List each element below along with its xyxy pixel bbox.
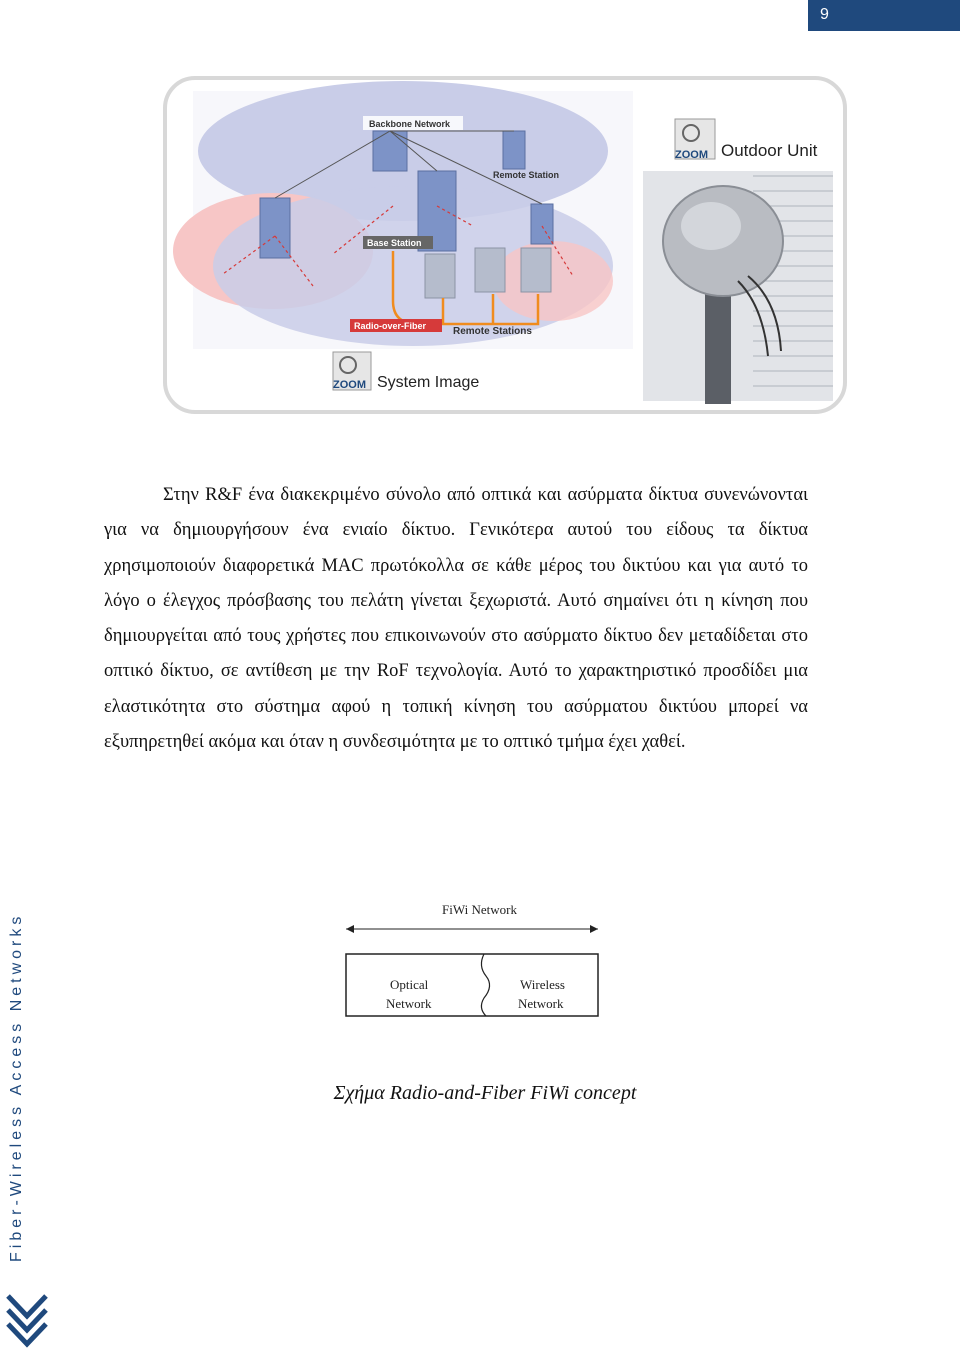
page-number: 9	[820, 6, 829, 23]
wireless-network-line1: Wireless	[520, 977, 565, 992]
chevron-down-icon	[4, 1292, 50, 1352]
rof-system-figure	[163, 76, 847, 414]
wireless-network-line2: Network	[518, 996, 564, 1011]
remote-station-block	[425, 254, 455, 298]
optical-network-line1: Optical	[390, 977, 429, 992]
remote-station-label: Remote Station	[493, 170, 560, 180]
remote-station-block	[475, 248, 505, 292]
remote-stations-label: Remote Stations	[453, 326, 532, 337]
antenna-pole	[705, 286, 731, 404]
figure-caption: Σχήμα Radio-and-Fiber FiWi concept	[333, 1082, 637, 1104]
body-paragraph: Στην R&F ένα διακεκριμένο σύνολο από οπτικά και ασύρματα δίκτυα συνενώνονται για να δημιουργήσουν ένα ενιαίο δίκτυο. Γενικότερα αυτού του είδους τα δίκτυα χρησιμοποιούν διαφορετικά MAC πρωτόκολλα σε κάθε μέρος του δικτύου και για αυτό το λόγο ο έλεγχος πρόσβασης του πελάτη γίνεται ξεχωριστά. Αυτό σημαίνει ότι η κίνηση που δημιουργείται από τους χρήστες που επικοινωνούν στο ασύρματο δίκτυο δεν μεταδίδεται στο οπτικό δίκτυο, σε αντίθεση με την RoF τεχνολογία. Αυτό το χαρακτηριστικό προσδίδει μια ελαστικότητα στο σύστημα αφού η τοπική κίνηση του ασύρματου δικτύου μπορεί να εξυπηρετηθεί ακόμα και όταν η συνδεσιμότητα με το οπτικό τμήμα έχει χαθεί.	[104, 485, 808, 753]
right-cell	[493, 241, 613, 321]
fiwi-network-title: FiWi Network	[442, 902, 517, 917]
side-running-title: Fiber-Wireless Access Networks	[8, 912, 25, 1262]
remote-station-block	[521, 248, 551, 292]
base-station-label: Base Station	[367, 238, 422, 248]
system-image-label: System Image	[377, 374, 480, 391]
remote-station-building	[503, 131, 525, 169]
backbone-network-label: Backbone Network	[369, 119, 451, 129]
page-number-box	[808, 0, 960, 31]
network-divider	[481, 954, 489, 1016]
radio-over-fiber-label: Radio-over-Fiber	[354, 321, 427, 331]
left-building	[260, 198, 290, 258]
zoom-label: ZOOM	[333, 379, 366, 391]
fiwi-network-diagram	[344, 894, 600, 1018]
outdoor-unit-label: Outdoor Unit	[721, 141, 818, 160]
optical-network-line2: Network	[386, 996, 432, 1011]
zoom-label: ZOOM	[675, 149, 708, 161]
